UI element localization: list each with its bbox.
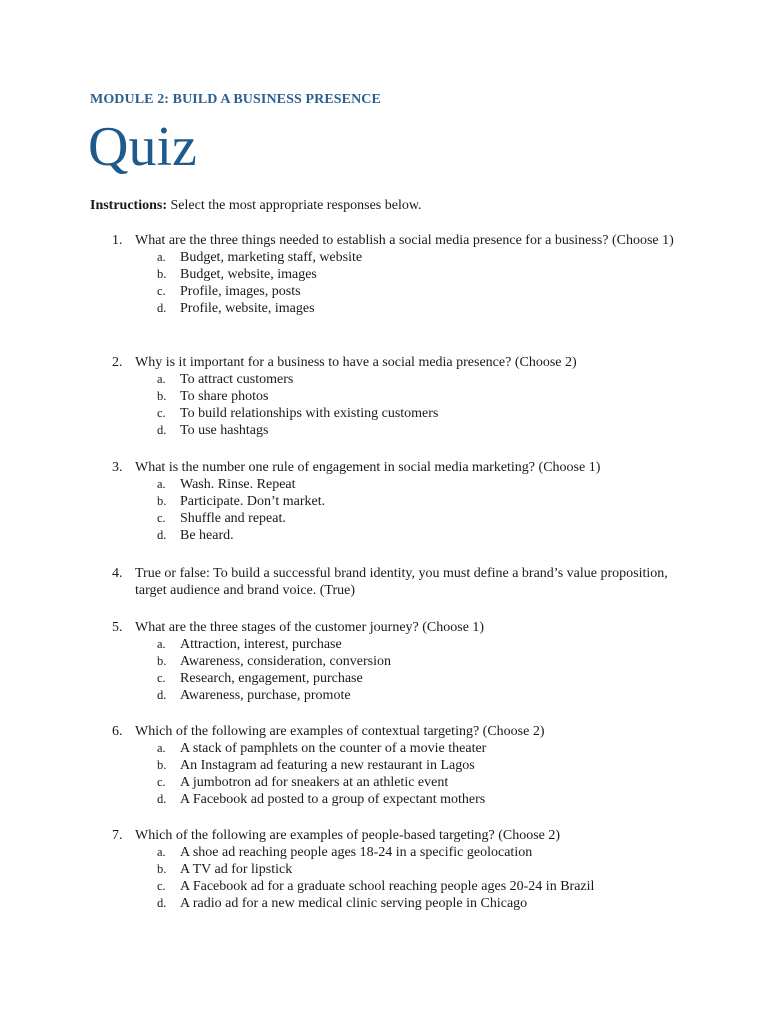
option-text: Wash. Rinse. Repeat <box>180 477 296 492</box>
option-letter: a. <box>157 845 166 859</box>
question-2 <box>112 354 692 439</box>
question-number: 5. <box>112 620 123 635</box>
answer-option <box>112 422 692 439</box>
option-text: Profile, website, images <box>180 301 315 316</box>
answer-option <box>112 493 692 510</box>
option-text: Attraction, interest, purchase <box>180 637 342 652</box>
option-text: Be heard. <box>180 528 234 543</box>
option-text: An Instagram ad featuring a new restaurant in Lagos <box>180 758 475 773</box>
option-text: Research, engagement, purchase <box>180 671 363 686</box>
answer-option <box>112 791 692 808</box>
answer-option <box>112 774 692 791</box>
answer-option <box>112 388 692 405</box>
question-number: 7. <box>112 828 123 843</box>
option-text: Awareness, purchase, promote <box>180 688 351 703</box>
option-letter: a. <box>157 250 166 264</box>
question-1 <box>112 232 692 317</box>
option-text: A TV ad for lipstick <box>180 862 293 877</box>
question-4 <box>112 565 692 599</box>
question-number: 4. <box>112 566 123 581</box>
instructions-label: Instructions: <box>90 198 168 213</box>
answer-option <box>112 844 692 861</box>
option-letter: c. <box>157 775 166 789</box>
option-letter: d. <box>157 792 167 806</box>
module-label: MODULE 2: BUILD A BUSINESS PRESENCE <box>90 92 381 107</box>
answer-option <box>112 757 692 774</box>
question-text: What are the three things needed to establish a social media presence for a business? (Choose 1) <box>135 233 674 248</box>
option-letter: a. <box>157 637 166 651</box>
question-text: Why is it important for a business to have a social media presence? (Choose 2) <box>135 355 577 370</box>
answer-option <box>112 687 692 704</box>
option-text: Budget, website, images <box>180 267 317 282</box>
option-letter: d. <box>157 423 167 437</box>
answer-option <box>112 476 692 493</box>
answer-option <box>112 895 692 912</box>
option-text: A Facebook ad for a graduate school reaching people ages 20-24 in Brazil <box>180 879 595 894</box>
option-letter: b. <box>157 267 167 281</box>
answer-option <box>112 740 692 757</box>
answer-option <box>112 300 692 317</box>
answer-option <box>112 249 692 266</box>
question-3 <box>112 459 692 544</box>
option-text: A radio ad for a new medical clinic serving people in Chicago <box>180 896 528 911</box>
question-text: Which of the following are examples of contextual targeting? (Choose 2) <box>135 724 545 739</box>
option-letter: d. <box>157 896 167 910</box>
page-title: Quiz <box>88 116 197 178</box>
option-letter: a. <box>157 477 166 491</box>
answer-option <box>112 527 692 544</box>
answer-option <box>112 653 692 670</box>
question-number: 1. <box>112 233 123 248</box>
answer-option <box>112 861 692 878</box>
option-text: A Facebook ad posted to a group of expectant mothers <box>180 792 486 807</box>
question-text: What are the three stages of the customer journey? (Choose 1) <box>135 620 485 635</box>
question-5 <box>112 619 692 704</box>
option-text: To use hashtags <box>180 423 269 438</box>
option-text: To share photos <box>180 389 269 404</box>
option-text: Participate. Don’t market. <box>180 494 326 509</box>
option-text: A jumbotron ad for sneakers at an athletic event <box>180 775 449 790</box>
option-letter: d. <box>157 301 167 315</box>
option-letter: a. <box>157 741 166 755</box>
option-text: A stack of pamphlets on the counter of a movie theater <box>180 741 487 756</box>
question-6 <box>112 723 692 808</box>
question-text: True or false: To build a successful brand identity, you must define a brand’s value proposition, target audience and brand voice. (True) <box>135 566 668 598</box>
option-letter: d. <box>157 688 167 702</box>
option-letter: a. <box>157 372 166 386</box>
option-letter: b. <box>157 862 167 876</box>
option-letter: b. <box>157 494 167 508</box>
answer-option <box>112 670 692 687</box>
question-number: 3. <box>112 460 123 475</box>
option-letter: b. <box>157 389 167 403</box>
option-text: To attract customers <box>180 372 294 387</box>
option-letter: c. <box>157 511 166 525</box>
answer-option <box>112 371 692 388</box>
answer-option <box>112 636 692 653</box>
option-text: A shoe ad reaching people ages 18-24 in a specific geolocation <box>180 845 533 860</box>
option-text: Awareness, consideration, conversion <box>180 654 391 669</box>
instructions <box>90 197 422 214</box>
option-text: To build relationships with existing customers <box>180 406 439 421</box>
answer-option <box>112 283 692 300</box>
instructions-text: Select the most appropriate responses below. <box>170 198 422 213</box>
option-letter: c. <box>157 671 166 685</box>
question-text: What is the number one rule of engagement in social media marketing? (Choose 1) <box>135 460 601 475</box>
answer-option <box>112 266 692 283</box>
option-letter: d. <box>157 528 167 542</box>
question-number: 2. <box>112 355 123 370</box>
option-letter: b. <box>157 758 167 772</box>
option-text: Budget, marketing staff, website <box>180 250 363 265</box>
answer-option <box>112 405 692 422</box>
answer-option <box>112 878 692 895</box>
option-text: Profile, images, posts <box>180 284 301 299</box>
option-text: Shuffle and repeat. <box>180 511 286 526</box>
option-letter: b. <box>157 654 167 668</box>
option-letter: c. <box>157 406 166 420</box>
question-text: Which of the following are examples of people-based targeting? (Choose 2) <box>135 828 561 843</box>
question-number: 6. <box>112 724 123 739</box>
option-letter: c. <box>157 284 166 298</box>
option-letter: c. <box>157 879 166 893</box>
answer-option <box>112 510 692 527</box>
question-7 <box>112 827 692 912</box>
